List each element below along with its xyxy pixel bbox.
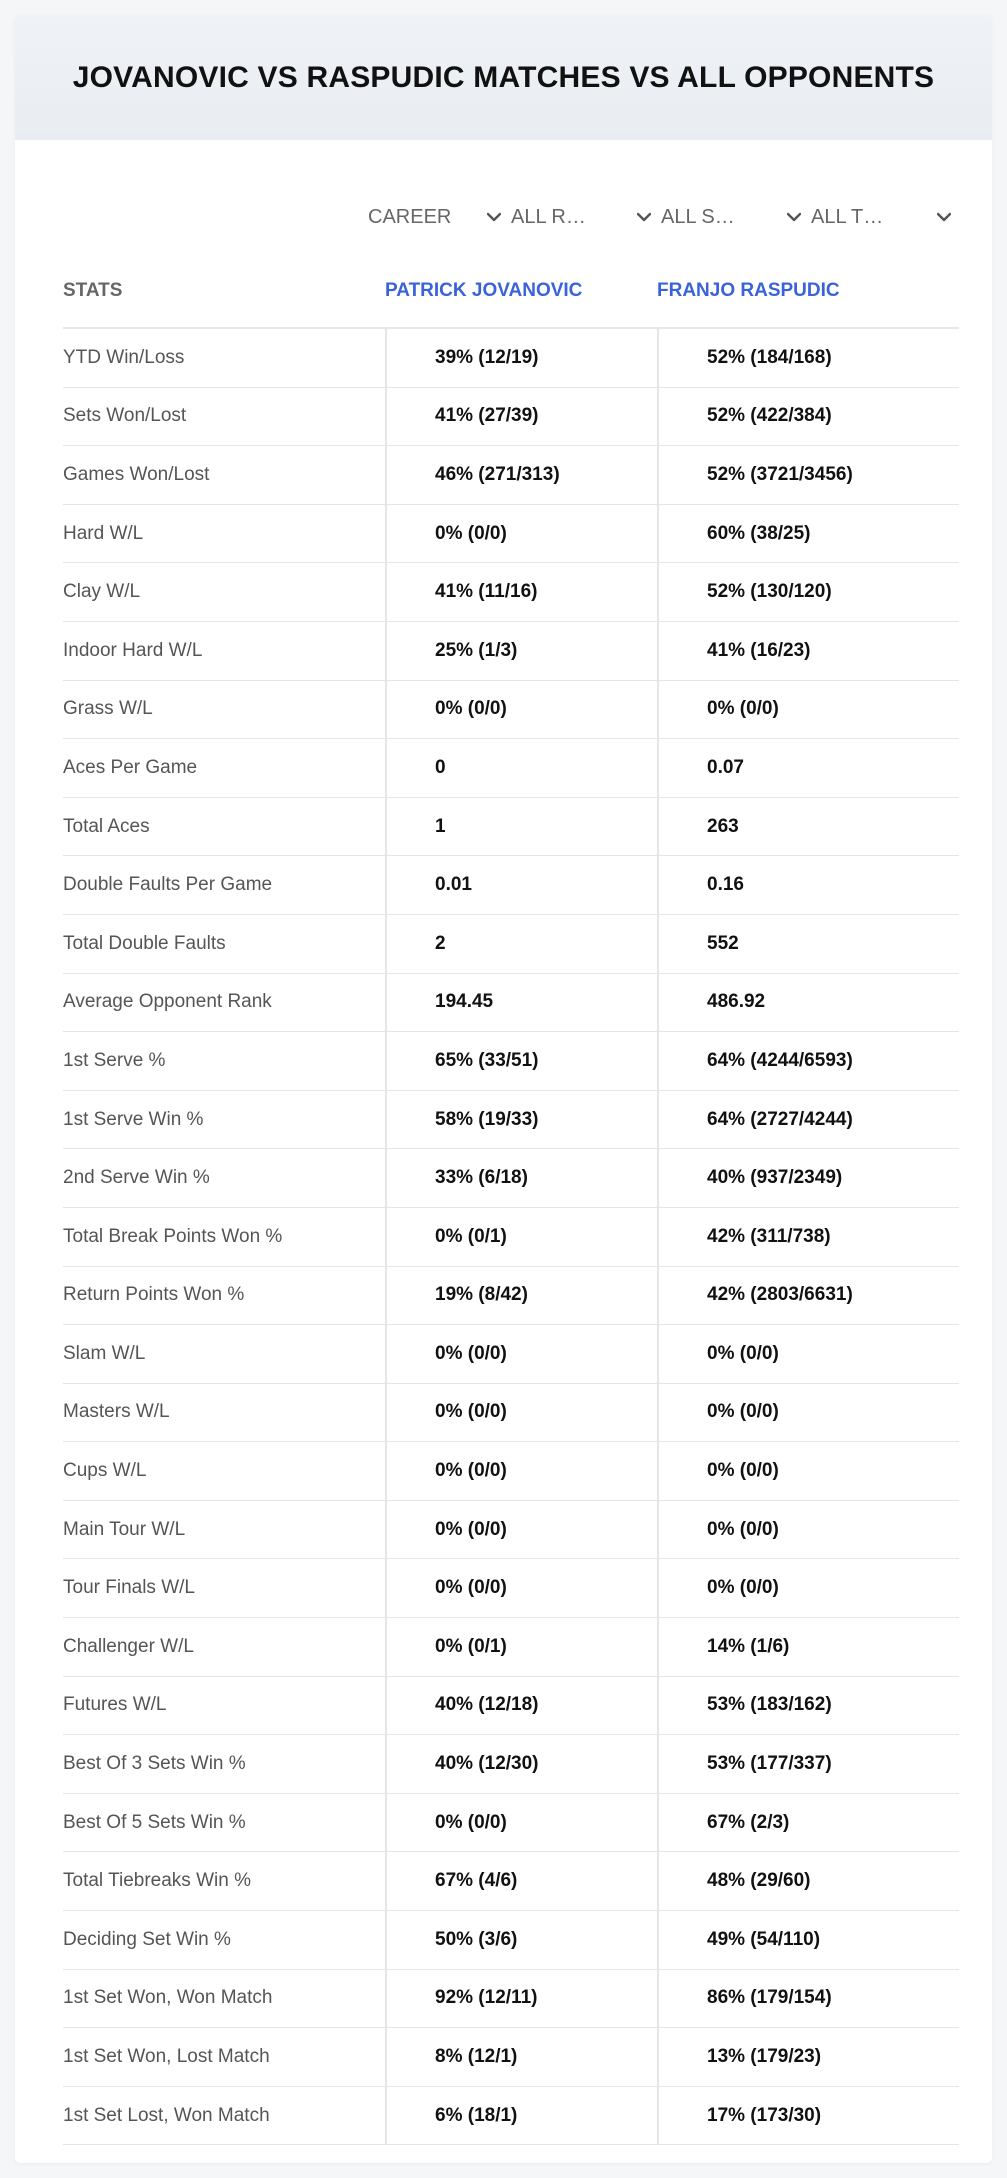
filter-bar bbox=[15, 187, 992, 247]
player1-value: 67% (4/6) bbox=[385, 1852, 657, 1910]
column-header-player2-link[interactable]: FRANJO RASPUDIC bbox=[657, 280, 840, 301]
player1-value: 0.01 bbox=[385, 856, 657, 914]
player1-value: 0% (0/0) bbox=[385, 1501, 657, 1559]
stat-label: Clay W/L bbox=[63, 581, 141, 603]
player2-value: 17% (173/30) bbox=[657, 2087, 959, 2145]
filter-round-select[interactable] bbox=[511, 187, 654, 247]
stat-label: Grass W/L bbox=[63, 698, 153, 720]
stat-label: Slam W/L bbox=[63, 1342, 146, 1364]
table-row bbox=[63, 329, 959, 388]
table-body bbox=[63, 329, 959, 2145]
player1-value: 39% (12/19) bbox=[385, 329, 657, 387]
table-row bbox=[63, 915, 959, 974]
table-row bbox=[63, 1618, 959, 1677]
filter-period-select[interactable] bbox=[368, 187, 504, 247]
chevron-down-icon bbox=[784, 207, 804, 227]
table-row bbox=[63, 1677, 959, 1736]
player2-value: 263 bbox=[657, 798, 959, 856]
filter-label: CAREER bbox=[368, 205, 452, 228]
player2-value: 0% (0/0) bbox=[657, 1442, 959, 1500]
stat-label: 1st Serve Win % bbox=[63, 1108, 204, 1130]
player2-value: 64% (4244/6593) bbox=[657, 1032, 959, 1090]
player2-value: 0.07 bbox=[657, 739, 959, 797]
player1-value: 65% (33/51) bbox=[385, 1032, 657, 1090]
player2-value: 0% (0/0) bbox=[657, 1325, 959, 1383]
player1-value: 0% (0/0) bbox=[385, 1442, 657, 1500]
table-row bbox=[63, 622, 959, 681]
chevron-down-icon bbox=[634, 207, 654, 227]
stat-label: 2nd Serve Win % bbox=[63, 1167, 210, 1189]
player1-value: 33% (6/18) bbox=[385, 1149, 657, 1207]
table-row bbox=[63, 974, 959, 1033]
stat-label: 1st Set Won, Won Match bbox=[63, 1987, 273, 2009]
player2-value: 53% (177/337) bbox=[657, 1735, 959, 1793]
player2-value: 13% (179/23) bbox=[657, 2028, 959, 2086]
column-header-stats: STATS bbox=[63, 280, 123, 301]
table-row bbox=[63, 1325, 959, 1384]
filter-label: ALL R… bbox=[511, 205, 586, 228]
player2-value: 53% (183/162) bbox=[657, 1677, 959, 1735]
player1-value: 25% (1/3) bbox=[385, 622, 657, 680]
table-row bbox=[63, 2028, 959, 2087]
player2-value: 52% (422/384) bbox=[657, 388, 959, 446]
player1-value: 194.45 bbox=[385, 974, 657, 1032]
stat-label: 1st Serve % bbox=[63, 1049, 166, 1071]
table-row bbox=[63, 739, 959, 798]
table-row bbox=[63, 1384, 959, 1443]
player1-value: 92% (12/11) bbox=[385, 1970, 657, 2028]
stat-label: Games Won/Lost bbox=[63, 463, 210, 485]
stat-label: Total Double Faults bbox=[63, 932, 226, 954]
player1-value: 40% (12/18) bbox=[385, 1677, 657, 1735]
stats-card bbox=[15, 15, 992, 2163]
table-row bbox=[63, 1032, 959, 1091]
player2-value: 64% (2727/4244) bbox=[657, 1091, 959, 1149]
table-row bbox=[63, 856, 959, 915]
stat-label: Best Of 5 Sets Win % bbox=[63, 1811, 246, 1833]
filter-tournament-select[interactable] bbox=[811, 187, 954, 247]
stat-label: Double Faults Per Game bbox=[63, 874, 273, 896]
player2-value: 552 bbox=[657, 915, 959, 973]
page-title: JOVANOVIC VS RASPUDIC MATCHES VS ALL OPPONENTS bbox=[72, 60, 935, 94]
table-row bbox=[63, 798, 959, 857]
stat-label: Average Opponent Rank bbox=[63, 991, 272, 1013]
table-row bbox=[63, 505, 959, 564]
player2-value: 42% (311/738) bbox=[657, 1208, 959, 1266]
table-row bbox=[63, 1501, 959, 1560]
player2-value: 52% (184/168) bbox=[657, 329, 959, 387]
stat-label: Best Of 3 Sets Win % bbox=[63, 1753, 246, 1775]
stat-label: Challenger W/L bbox=[63, 1635, 194, 1657]
stat-label: Indoor Hard W/L bbox=[63, 639, 203, 661]
player2-value: 486.92 bbox=[657, 974, 959, 1032]
player2-value: 0% (0/0) bbox=[657, 1559, 959, 1617]
player1-value: 58% (19/33) bbox=[385, 1091, 657, 1149]
player1-value: 40% (12/30) bbox=[385, 1735, 657, 1793]
player2-value: 52% (130/120) bbox=[657, 563, 959, 621]
player2-value: 0.16 bbox=[657, 856, 959, 914]
stat-label: YTD Win/Loss bbox=[63, 346, 185, 368]
player1-value: 6% (18/1) bbox=[385, 2087, 657, 2145]
player1-value: 1 bbox=[385, 798, 657, 856]
column-header-player1-link[interactable]: PATRICK JOVANOVIC bbox=[385, 280, 583, 301]
player2-value: 49% (54/110) bbox=[657, 1911, 959, 1969]
stat-label: 1st Set Lost, Won Match bbox=[63, 2104, 270, 2126]
player1-value: 19% (8/42) bbox=[385, 1267, 657, 1325]
table-row bbox=[63, 1559, 959, 1618]
stat-label: Tour Finals W/L bbox=[63, 1577, 195, 1599]
player2-value: 86% (179/154) bbox=[657, 1970, 959, 2028]
player1-value: 0% (0/1) bbox=[385, 1208, 657, 1266]
player2-value: 52% (3721/3456) bbox=[657, 446, 959, 504]
player1-value: 0% (0/0) bbox=[385, 505, 657, 563]
player2-value: 60% (38/25) bbox=[657, 505, 959, 563]
player2-value: 42% (2803/6631) bbox=[657, 1267, 959, 1325]
stat-label: Futures W/L bbox=[63, 1694, 167, 1716]
player1-value: 2 bbox=[385, 915, 657, 973]
stat-label: Total Aces bbox=[63, 815, 150, 837]
table-row bbox=[63, 1794, 959, 1853]
stat-label: Total Tiebreaks Win % bbox=[63, 1870, 251, 1892]
stat-label: Deciding Set Win % bbox=[63, 1928, 231, 1950]
player2-value: 41% (16/23) bbox=[657, 622, 959, 680]
player1-value: 46% (271/313) bbox=[385, 446, 657, 504]
player1-value: 0% (0/0) bbox=[385, 1559, 657, 1617]
chevron-down-icon bbox=[934, 207, 954, 227]
stat-label: 1st Set Won, Lost Match bbox=[63, 2046, 270, 2068]
stat-label: Cups W/L bbox=[63, 1460, 147, 1482]
table-row bbox=[63, 681, 959, 740]
player1-value: 8% (12/1) bbox=[385, 2028, 657, 2086]
player1-value: 41% (27/39) bbox=[385, 388, 657, 446]
table-row bbox=[63, 1735, 959, 1794]
player2-value: 0% (0/0) bbox=[657, 1384, 959, 1442]
table-row bbox=[63, 1911, 959, 1970]
table-row bbox=[63, 2087, 959, 2146]
stat-label: Masters W/L bbox=[63, 1401, 170, 1423]
table-row bbox=[63, 1852, 959, 1911]
stat-label: Aces Per Game bbox=[63, 756, 198, 778]
player2-value: 0% (0/0) bbox=[657, 1501, 959, 1559]
player2-value: 0% (0/0) bbox=[657, 681, 959, 739]
stat-label: Sets Won/Lost bbox=[63, 405, 187, 427]
player1-value: 50% (3/6) bbox=[385, 1911, 657, 1969]
table-row bbox=[63, 388, 959, 447]
filter-surface-select[interactable] bbox=[661, 187, 804, 247]
stat-label: Return Points Won % bbox=[63, 1284, 245, 1306]
player2-value: 40% (937/2349) bbox=[657, 1149, 959, 1207]
table-row bbox=[63, 1208, 959, 1267]
player1-value: 0% (0/0) bbox=[385, 1384, 657, 1442]
player2-value: 67% (2/3) bbox=[657, 1794, 959, 1852]
player1-value: 41% (11/16) bbox=[385, 563, 657, 621]
player1-value: 0% (0/1) bbox=[385, 1618, 657, 1676]
player1-value: 0% (0/0) bbox=[385, 1325, 657, 1383]
table-row bbox=[63, 446, 959, 505]
player1-value: 0% (0/0) bbox=[385, 1794, 657, 1852]
chevron-down-icon bbox=[484, 207, 504, 227]
stat-label: Hard W/L bbox=[63, 522, 144, 544]
table-row bbox=[63, 1442, 959, 1501]
table-row bbox=[63, 1149, 959, 1208]
stats-table bbox=[63, 255, 959, 2145]
table-row bbox=[63, 563, 959, 622]
table-row bbox=[63, 1267, 959, 1326]
player2-value: 48% (29/60) bbox=[657, 1852, 959, 1910]
filter-label: ALL S… bbox=[661, 205, 735, 228]
table-row bbox=[63, 1091, 959, 1150]
page-header bbox=[15, 15, 992, 140]
player1-value: 0% (0/0) bbox=[385, 681, 657, 739]
player1-value: 0 bbox=[385, 739, 657, 797]
stat-label: Total Break Points Won % bbox=[63, 1225, 283, 1247]
table-row bbox=[63, 1970, 959, 2029]
table-header bbox=[63, 255, 959, 329]
filter-label: ALL T… bbox=[811, 205, 884, 228]
player2-value: 14% (1/6) bbox=[657, 1618, 959, 1676]
stat-label: Main Tour W/L bbox=[63, 1518, 186, 1540]
